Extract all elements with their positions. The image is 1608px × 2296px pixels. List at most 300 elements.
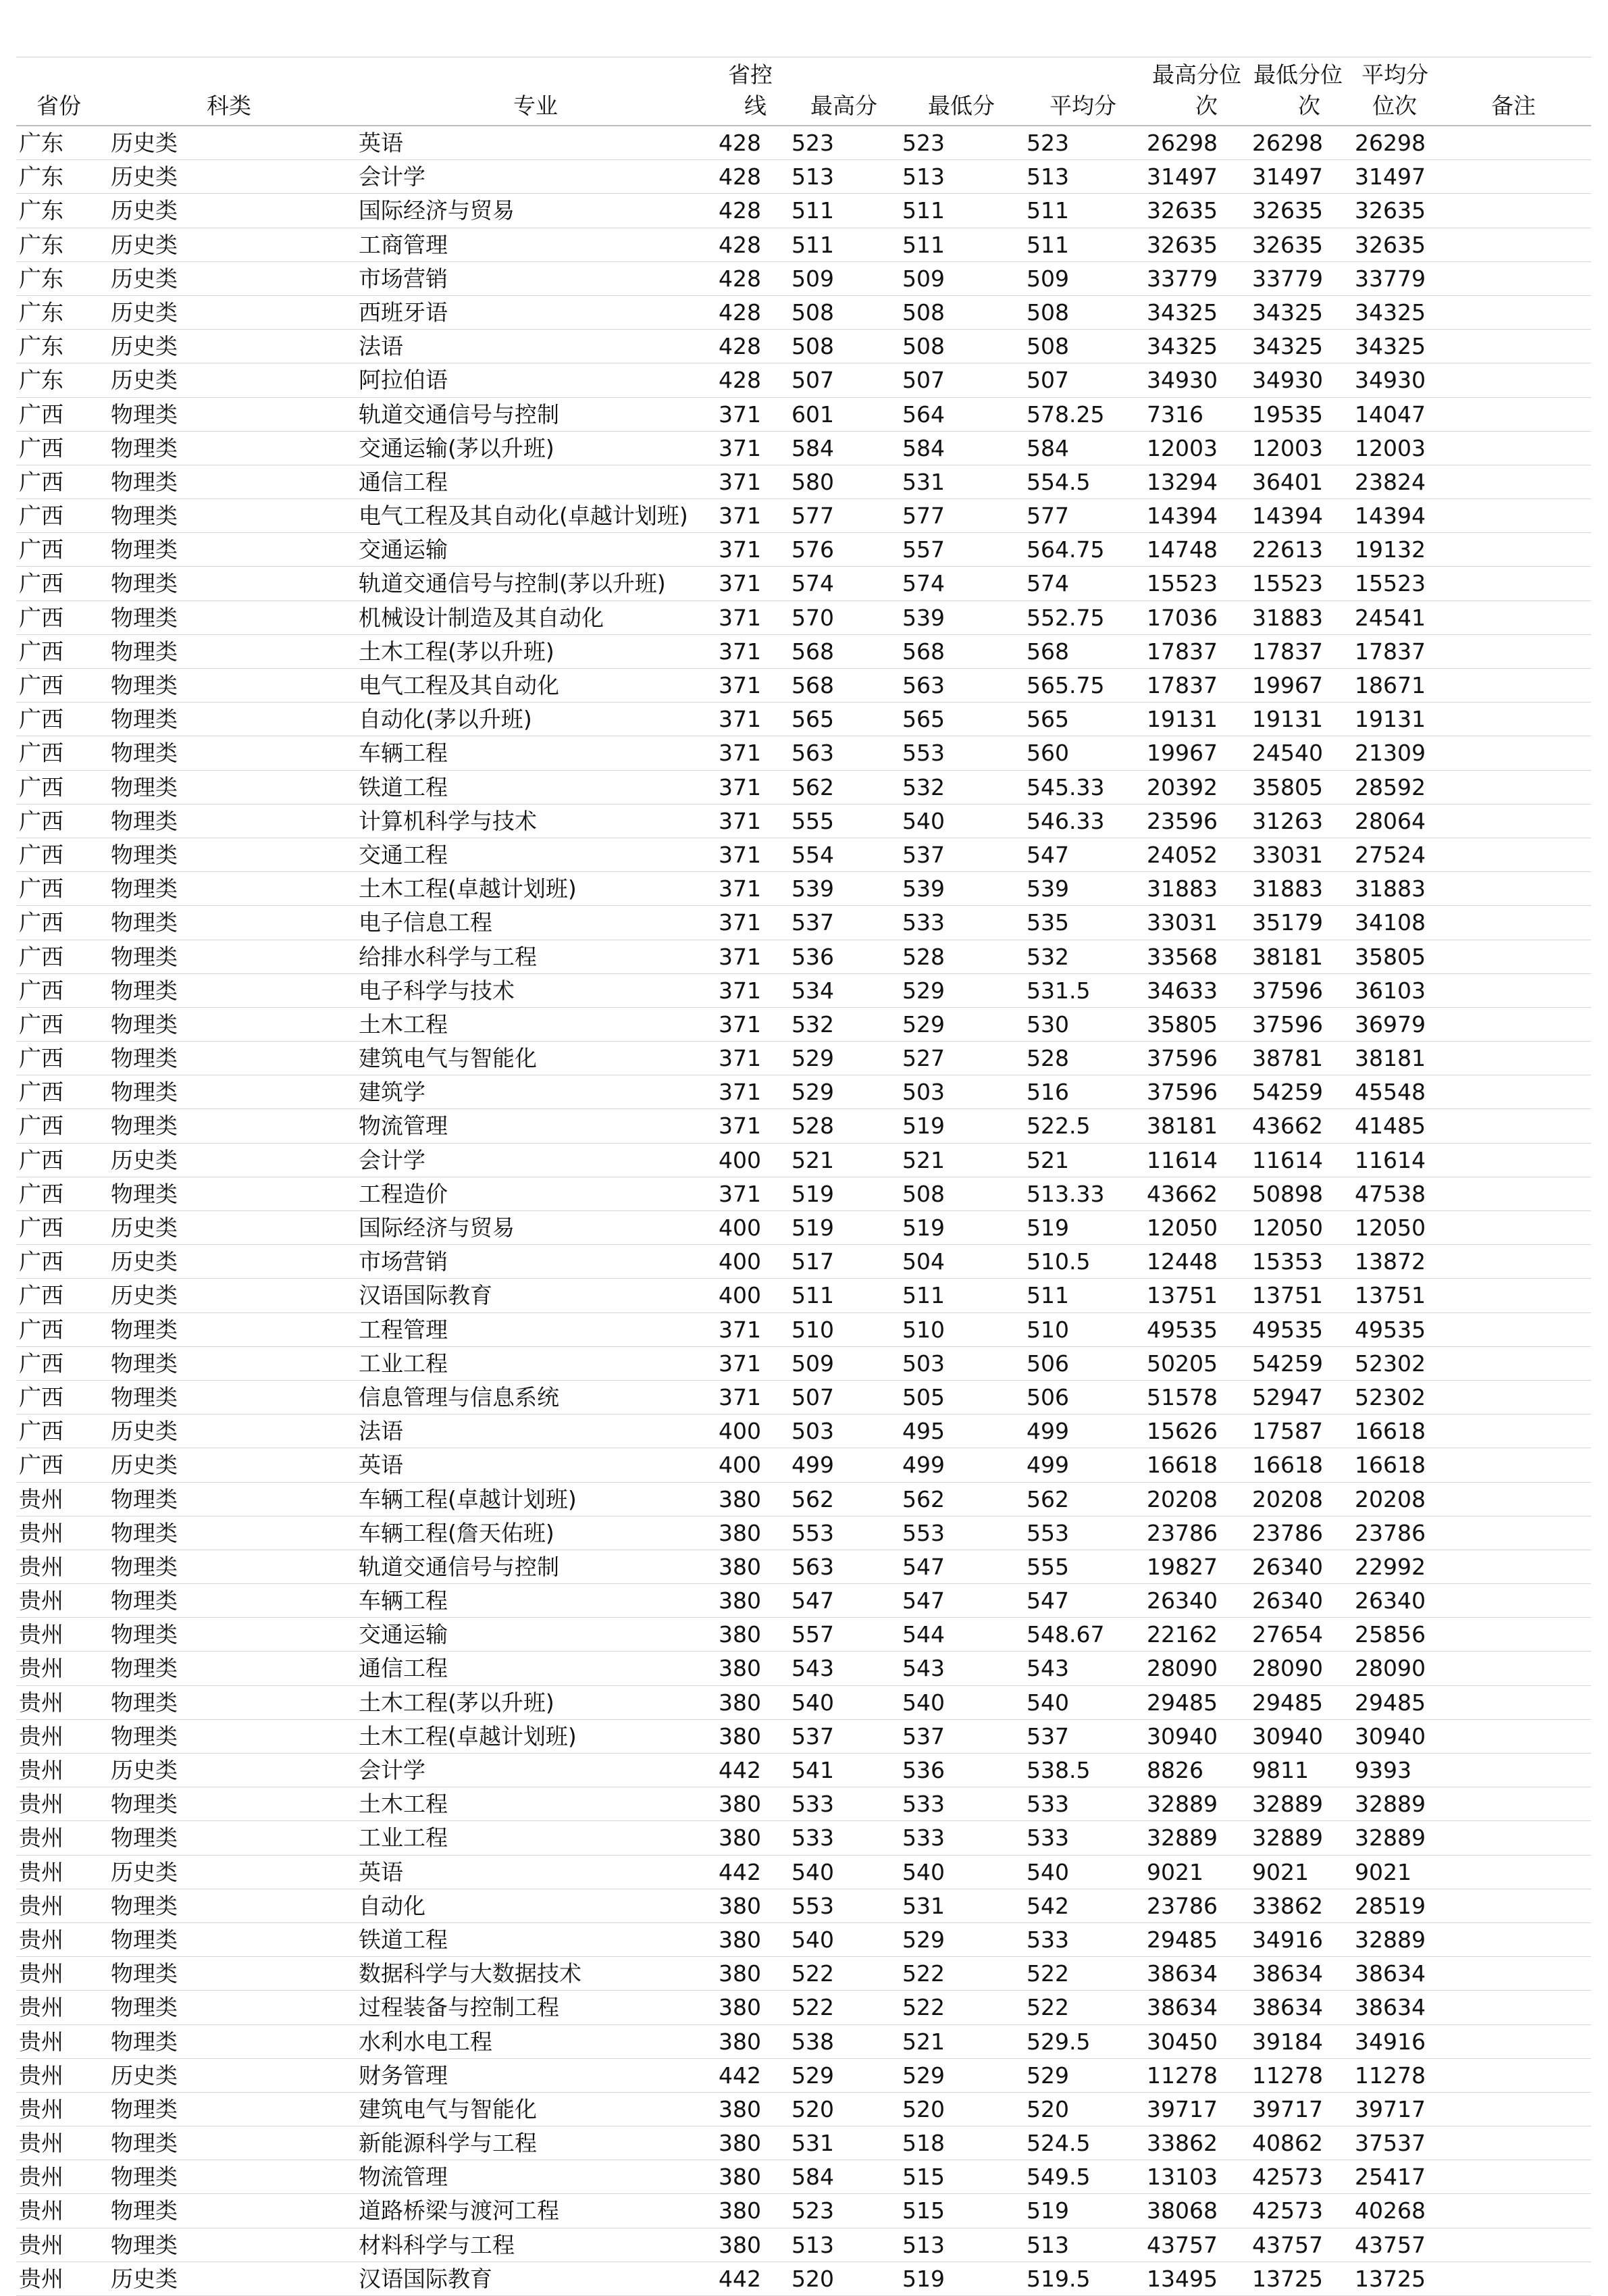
cell-category: 历史类 (111, 367, 178, 394)
cell-province: 广西 (19, 468, 63, 495)
table-row (16, 1584, 1591, 1618)
cell-max-rank: 31497 (1147, 163, 1218, 190)
cell-avg-rank: 29485 (1355, 1689, 1426, 1716)
cell-category: 物理类 (111, 1180, 178, 1207)
cell-avg-score: 532 (1027, 943, 1069, 970)
cell-category: 历史类 (111, 333, 178, 360)
table-row (16, 2025, 1591, 2059)
cell-control-line: 380 (719, 1485, 761, 1512)
cell-control-line: 442 (719, 2062, 761, 2089)
cell-max-score: 511 (792, 1282, 834, 1309)
cell-control-line: 371 (719, 434, 761, 461)
cell-max-score: 555 (792, 807, 834, 834)
cell-control-line: 442 (719, 1858, 761, 1885)
cell-province: 广西 (19, 875, 63, 902)
cell-avg-rank: 32635 (1355, 197, 1426, 224)
cell-max-score: 570 (792, 604, 834, 631)
cell-max-score: 538 (792, 2028, 834, 2055)
cell-min-score: 564 (902, 401, 945, 428)
cell-major: 机械设计制造及其自动化 (359, 604, 604, 631)
cell-min-score: 540 (902, 807, 945, 834)
cell-major: 车辆工程(卓越计划班) (359, 1485, 577, 1512)
header-province: 省份 (36, 93, 81, 119)
cell-max-rank: 8826 (1147, 1757, 1203, 1783)
cell-major: 西班牙语 (359, 299, 448, 326)
cell-min-rank: 23786 (1252, 1519, 1323, 1546)
cell-major: 交通运输 (359, 1621, 448, 1648)
cell-category: 历史类 (111, 130, 178, 156)
cell-avg-score: 499 (1027, 1418, 1069, 1445)
cell-avg-score: 522 (1027, 1994, 1069, 2021)
cell-province: 贵州 (19, 1723, 63, 1750)
cell-major: 阿拉伯语 (359, 367, 448, 394)
cell-province: 广西 (19, 1350, 63, 1377)
cell-max-score: 520 (792, 2095, 834, 2122)
cell-category: 历史类 (111, 231, 178, 258)
cell-min-rank: 35179 (1252, 909, 1323, 936)
cell-avg-score: 524.5 (1027, 2130, 1091, 2157)
table-row (16, 1347, 1591, 1381)
cell-category: 物理类 (111, 1519, 178, 1546)
cell-major: 土木工程 (359, 1791, 448, 1818)
table-row (16, 872, 1591, 906)
cell-province: 广东 (19, 130, 63, 156)
cell-max-rank: 19131 (1147, 706, 1218, 733)
cell-max-score: 508 (792, 299, 834, 326)
table-row (16, 1652, 1591, 1685)
cell-control-line: 380 (719, 1689, 761, 1716)
cell-max-rank: 26340 (1147, 1587, 1218, 1614)
cell-min-score: 529 (902, 1926, 945, 1953)
cell-major: 车辆工程 (359, 1587, 448, 1614)
cell-max-score: 536 (792, 943, 834, 970)
table-row (16, 974, 1591, 1008)
cell-max-score: 503 (792, 1418, 834, 1445)
cell-category: 历史类 (111, 1858, 178, 1885)
cell-control-line: 380 (719, 1519, 761, 1546)
cell-max-rank: 19967 (1147, 740, 1218, 767)
cell-category: 物理类 (111, 1553, 178, 1580)
table-row (16, 567, 1591, 601)
cell-max-score: 565 (792, 706, 834, 733)
cell-major: 国际经济与贸易 (359, 197, 515, 224)
table-row (16, 1991, 1591, 2024)
cell-min-score: 577 (902, 503, 945, 530)
cell-major: 轨道交通信号与控制 (359, 401, 559, 428)
cell-control-line: 371 (719, 1316, 761, 1343)
cell-max-score: 511 (792, 231, 834, 258)
cell-province: 贵州 (19, 1791, 63, 1818)
cell-major: 建筑电气与智能化 (359, 2095, 537, 2122)
cell-avg-rank: 26340 (1355, 1587, 1426, 1614)
cell-major: 计算机科学与技术 (359, 807, 537, 834)
cell-max-rank: 11614 (1147, 1146, 1218, 1173)
cell-max-rank: 31883 (1147, 875, 1218, 902)
cell-min-score: 511 (902, 231, 945, 258)
cell-min-score: 533 (902, 1791, 945, 1818)
cell-province: 广西 (19, 604, 63, 631)
cell-control-line: 428 (719, 367, 761, 394)
cell-max-score: 541 (792, 1757, 834, 1783)
cell-max-rank: 50205 (1147, 1350, 1218, 1377)
cell-category: 物理类 (111, 2028, 178, 2055)
cell-major: 道路桥梁与渡河工程 (359, 2197, 559, 2224)
cell-avg-score: 511 (1027, 1282, 1069, 1309)
table-row (16, 1211, 1591, 1245)
cell-avg-rank: 28090 (1355, 1655, 1426, 1682)
cell-major: 建筑学 (359, 1079, 425, 1106)
table-row (16, 1889, 1591, 1923)
cell-min-score: 510 (902, 1316, 945, 1343)
cell-max-rank: 34633 (1147, 977, 1218, 1004)
cell-avg-rank: 38634 (1355, 1960, 1426, 1987)
cell-max-rank: 12448 (1147, 1248, 1218, 1275)
header-remark: 备注 (1491, 93, 1536, 119)
cell-control-line: 371 (719, 909, 761, 936)
cell-category: 物理类 (111, 1383, 178, 1410)
cell-min-score: 528 (902, 943, 945, 970)
cell-avg-rank: 28592 (1355, 773, 1426, 800)
cell-min-score: 513 (902, 2231, 945, 2258)
cell-province: 贵州 (19, 1960, 63, 1987)
table-row (16, 1720, 1591, 1754)
cell-max-rank: 33779 (1147, 265, 1218, 292)
cell-control-line: 428 (719, 197, 761, 224)
cell-avg-score: 499 (1027, 1452, 1069, 1479)
table-header (16, 57, 1591, 126)
cell-avg-score: 507 (1027, 367, 1069, 394)
cell-major: 市场营销 (359, 265, 448, 292)
cell-avg-rank: 34325 (1355, 299, 1426, 326)
cell-max-rank: 23786 (1147, 1519, 1218, 1546)
cell-min-score: 574 (902, 570, 945, 597)
table-row (16, 838, 1591, 872)
table-row (16, 1279, 1591, 1312)
cell-avg-rank: 38634 (1355, 1994, 1426, 2021)
cell-max-score: 529 (792, 1045, 834, 1072)
cell-avg-rank: 30940 (1355, 1723, 1426, 1750)
cell-major: 土木工程(卓越计划班) (359, 875, 577, 902)
cell-major: 交通工程 (359, 841, 448, 868)
cell-avg-score: 522.5 (1027, 1113, 1091, 1140)
cell-min-rank: 32635 (1252, 197, 1323, 224)
cell-category: 历史类 (111, 1248, 178, 1275)
cell-max-score: 540 (792, 1858, 834, 1885)
cell-max-score: 532 (792, 1011, 834, 1038)
cell-min-score: 553 (902, 1519, 945, 1546)
cell-min-rank: 37596 (1252, 977, 1323, 1004)
table-row (16, 398, 1591, 432)
cell-category: 物理类 (111, 536, 178, 563)
header-control-line-top: 省控 (728, 61, 773, 88)
table-row (16, 499, 1591, 533)
cell-major: 会计学 (359, 1757, 425, 1783)
table-row (16, 160, 1591, 194)
cell-avg-score: 564.75 (1027, 536, 1105, 563)
cell-min-score: 533 (902, 1825, 945, 1852)
cell-avg-rank: 34325 (1355, 333, 1426, 360)
cell-max-rank: 38068 (1147, 2197, 1218, 2224)
cell-province: 贵州 (19, 1858, 63, 1885)
cell-avg-rank: 34916 (1355, 2028, 1426, 2055)
cell-category: 物理类 (111, 1079, 178, 1106)
cell-max-score: 529 (792, 1079, 834, 1106)
cell-province: 广西 (19, 841, 63, 868)
cell-min-rank: 26340 (1252, 1587, 1323, 1614)
cell-province: 广西 (19, 1180, 63, 1207)
cell-major: 物流管理 (359, 2164, 448, 2191)
cell-max-rank: 12050 (1147, 1215, 1218, 1241)
cell-province: 贵州 (19, 1892, 63, 1919)
header-avg-rank-bottom: 位次 (1372, 93, 1417, 119)
cell-max-rank: 32635 (1147, 231, 1218, 258)
cell-avg-rank: 41485 (1355, 1113, 1426, 1140)
cell-control-line: 380 (719, 1621, 761, 1648)
cell-max-score: 508 (792, 333, 834, 360)
cell-max-rank: 49535 (1147, 1316, 1218, 1343)
cell-province: 贵州 (19, 1587, 63, 1614)
cell-avg-rank: 34108 (1355, 909, 1426, 936)
cell-major: 电气工程及其自动化 (359, 672, 559, 698)
cell-control-line: 380 (719, 1825, 761, 1852)
cell-avg-rank: 19132 (1355, 536, 1426, 563)
cell-avg-rank: 13751 (1355, 1282, 1426, 1309)
cell-major: 水利水电工程 (359, 2028, 492, 2055)
cell-min-score: 584 (902, 434, 945, 461)
cell-min-rank: 26298 (1252, 130, 1323, 156)
cell-avg-rank: 32889 (1355, 1791, 1426, 1818)
cell-max-score: 517 (792, 1248, 834, 1275)
cell-max-score: 577 (792, 503, 834, 530)
cell-province: 贵州 (19, 2231, 63, 2258)
cell-province: 广西 (19, 943, 63, 970)
cell-avg-score: 540 (1027, 1689, 1069, 1716)
cell-max-rank: 38634 (1147, 1960, 1218, 1987)
cell-avg-rank: 14394 (1355, 503, 1426, 530)
cell-min-score: 529 (902, 1011, 945, 1038)
cell-major: 工业工程 (359, 1825, 448, 1852)
cell-min-rank: 17837 (1252, 638, 1323, 665)
cell-avg-score: 510 (1027, 1316, 1069, 1343)
cell-control-line: 371 (719, 807, 761, 834)
table-row (16, 703, 1591, 736)
cell-category: 物理类 (111, 2197, 178, 2224)
cell-major: 通信工程 (359, 468, 448, 495)
cell-category: 物理类 (111, 638, 178, 665)
cell-max-rank: 17837 (1147, 638, 1218, 665)
cell-max-rank: 17036 (1147, 604, 1218, 631)
cell-max-score: 563 (792, 1553, 834, 1580)
cell-min-rank: 20208 (1252, 1485, 1323, 1512)
cell-min-rank: 52947 (1252, 1383, 1323, 1410)
table-row (16, 432, 1591, 465)
table-row (16, 1923, 1591, 1957)
cell-min-score: 553 (902, 740, 945, 767)
cell-province: 贵州 (19, 2197, 63, 2224)
cell-max-score: 533 (792, 1791, 834, 1818)
cell-control-line: 371 (719, 706, 761, 733)
cell-category: 物理类 (111, 1655, 178, 1682)
cell-avg-rank: 38181 (1355, 1045, 1426, 1072)
cell-min-score: 508 (902, 299, 945, 326)
table-row (16, 262, 1591, 296)
cell-avg-score: 535 (1027, 909, 1069, 936)
cell-major: 土木工程 (359, 1011, 448, 1038)
cell-min-score: 522 (902, 1994, 945, 2021)
cell-major: 车辆工程 (359, 740, 448, 767)
cell-category: 物理类 (111, 1587, 178, 1614)
cell-avg-score: 529 (1027, 2062, 1069, 2089)
cell-control-line: 371 (719, 672, 761, 698)
cell-max-score: 523 (792, 130, 834, 156)
cell-category: 物理类 (111, 604, 178, 631)
cell-province: 广东 (19, 299, 63, 326)
table-row (16, 1550, 1591, 1584)
header-control-line-bottom: 线 (744, 93, 767, 119)
cell-min-rank: 37596 (1252, 1011, 1323, 1038)
cell-province: 贵州 (19, 1825, 63, 1852)
cell-max-rank: 43662 (1147, 1180, 1218, 1207)
cell-max-rank: 30450 (1147, 2028, 1218, 2055)
cell-avg-score: 529.5 (1027, 2028, 1091, 2055)
cell-max-rank: 37596 (1147, 1045, 1218, 1072)
cell-min-rank: 39717 (1252, 2095, 1323, 2122)
cell-min-rank: 49535 (1252, 1316, 1323, 1343)
cell-province: 广西 (19, 909, 63, 936)
cell-min-score: 533 (902, 909, 945, 936)
cell-category: 历史类 (111, 299, 178, 326)
cell-category: 物理类 (111, 401, 178, 428)
cell-avg-score: 508 (1027, 333, 1069, 360)
cell-province: 广西 (19, 1383, 63, 1410)
cell-avg-rank: 32889 (1355, 1825, 1426, 1852)
cell-max-rank: 20392 (1147, 773, 1218, 800)
cell-province: 广西 (19, 1113, 63, 1140)
cell-avg-score: 533 (1027, 1926, 1069, 1953)
cell-min-rank: 33862 (1252, 1892, 1323, 1919)
cell-max-rank: 13294 (1147, 468, 1218, 495)
cell-control-line: 380 (719, 1960, 761, 1987)
cell-min-score: 536 (902, 1757, 945, 1783)
cell-max-rank: 13103 (1147, 2164, 1218, 2191)
cell-category: 历史类 (111, 163, 178, 190)
cell-min-rank: 11614 (1252, 1146, 1323, 1173)
cell-province: 广西 (19, 1418, 63, 1445)
cell-max-score: 531 (792, 2130, 834, 2157)
cell-category: 历史类 (111, 1215, 178, 1241)
cell-avg-score: 539 (1027, 875, 1069, 902)
cell-control-line: 428 (719, 333, 761, 360)
cell-avg-score: 519 (1027, 1215, 1069, 1241)
table-row (16, 1516, 1591, 1550)
cell-min-score: 540 (902, 1858, 945, 1885)
table-row (16, 1856, 1591, 1889)
table-row (16, 1008, 1591, 1042)
cell-avg-score: 542 (1027, 1892, 1069, 1919)
cell-max-rank: 26298 (1147, 130, 1218, 156)
cell-avg-score: 546.33 (1027, 807, 1105, 834)
header-min-score: 最低分 (928, 93, 995, 119)
cell-province: 广西 (19, 536, 63, 563)
cell-province: 贵州 (19, 1553, 63, 1580)
cell-avg-score: 574 (1027, 570, 1069, 597)
cell-min-score: 529 (902, 977, 945, 1004)
cell-major: 工程造价 (359, 1180, 448, 1207)
table-row (16, 1821, 1591, 1855)
table-row (16, 1075, 1591, 1109)
cell-avg-rank: 32635 (1355, 231, 1426, 258)
cell-min-score: 511 (902, 197, 945, 224)
cell-max-rank: 51578 (1147, 1383, 1218, 1410)
cell-max-rank: 30940 (1147, 1723, 1218, 1750)
cell-max-score: 522 (792, 1960, 834, 1987)
cell-avg-rank: 28064 (1355, 807, 1426, 834)
cell-max-rank: 43757 (1147, 2231, 1218, 2258)
cell-category: 物理类 (111, 1689, 178, 1716)
cell-major: 交通运输(茅以升班) (359, 434, 554, 461)
cell-max-score: 540 (792, 1689, 834, 1716)
cell-min-rank: 34930 (1252, 367, 1323, 394)
cell-control-line: 371 (719, 1011, 761, 1038)
cell-max-score: 553 (792, 1519, 834, 1546)
table-row (16, 465, 1591, 499)
cell-province: 广西 (19, 977, 63, 1004)
cell-control-line: 371 (719, 841, 761, 868)
cell-avg-score: 520 (1027, 2095, 1069, 2122)
cell-province: 广东 (19, 333, 63, 360)
cell-avg-rank: 39717 (1355, 2095, 1426, 2122)
table-row (16, 330, 1591, 363)
table-row (16, 1957, 1591, 1991)
cell-control-line: 371 (719, 503, 761, 530)
cell-min-rank: 24540 (1252, 740, 1323, 767)
cell-avg-rank: 52302 (1355, 1383, 1426, 1410)
cell-min-score: 539 (902, 604, 945, 631)
cell-min-rank: 30940 (1252, 1723, 1323, 1750)
cell-control-line: 400 (719, 1452, 761, 1479)
cell-min-rank: 34916 (1252, 1926, 1323, 1953)
cell-major: 市场营销 (359, 1248, 448, 1275)
cell-min-rank: 31497 (1252, 163, 1323, 190)
cell-min-rank: 40862 (1252, 2130, 1323, 2157)
cell-major: 汉语国际教育 (359, 2265, 492, 2292)
cell-min-score: 562 (902, 1485, 945, 1512)
header-max-score: 最高分 (810, 93, 877, 119)
table-row (16, 736, 1591, 770)
cell-province: 广西 (19, 638, 63, 665)
cell-control-line: 380 (719, 1723, 761, 1750)
cell-min-score: 503 (902, 1350, 945, 1377)
cell-major: 新能源科学与工程 (359, 2130, 537, 2157)
cell-province: 贵州 (19, 1519, 63, 1546)
table-row (16, 906, 1591, 940)
cell-avg-score: 560 (1027, 740, 1069, 767)
cell-min-rank: 12003 (1252, 434, 1323, 461)
cell-avg-score: 513 (1027, 2231, 1069, 2258)
header-min-rank-bottom: 次 (1298, 93, 1320, 119)
cell-min-rank: 14394 (1252, 503, 1323, 530)
cell-max-rank: 34325 (1147, 299, 1218, 326)
cell-min-rank: 32889 (1252, 1825, 1323, 1852)
cell-min-score: 547 (902, 1587, 945, 1614)
cell-province: 贵州 (19, 2095, 63, 2122)
cell-major: 法语 (359, 333, 403, 360)
cell-min-rank: 9021 (1252, 1858, 1309, 1885)
cell-avg-rank: 37537 (1355, 2130, 1426, 2157)
table-row (16, 669, 1591, 703)
cell-province: 贵州 (19, 1621, 63, 1648)
cell-category: 历史类 (111, 197, 178, 224)
